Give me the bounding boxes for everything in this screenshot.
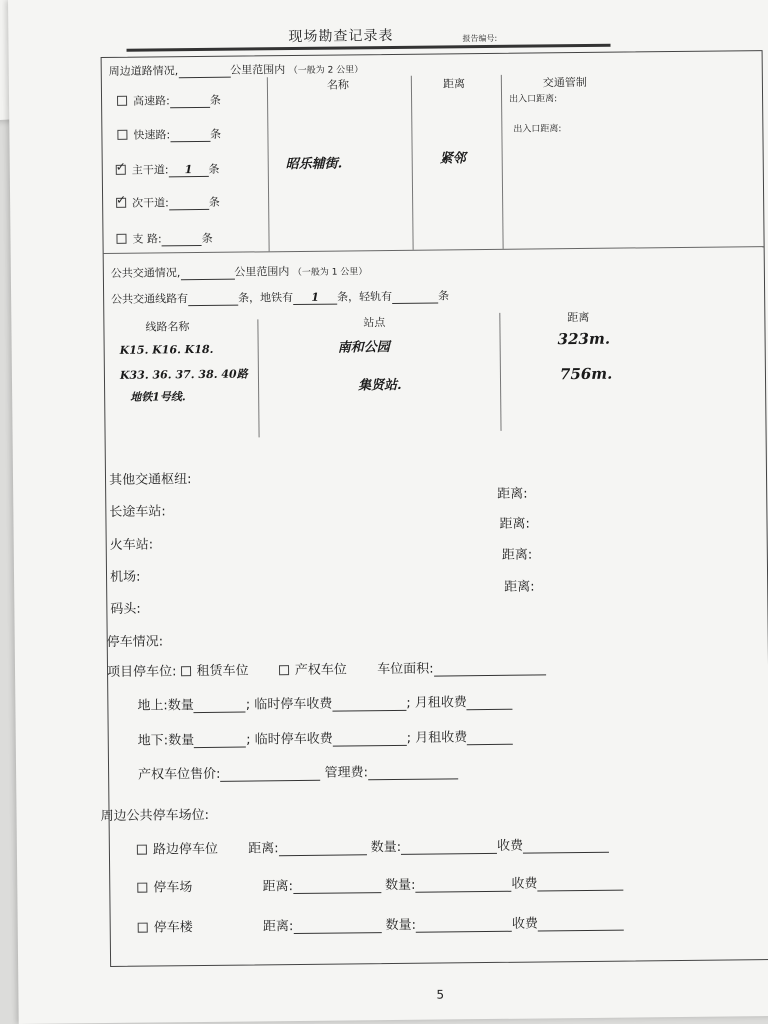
road-name-handwritten: 昭乐辅街. — [285, 156, 343, 173]
check-mark-icon: ✓ — [115, 159, 126, 174]
parking-lot-checkbox[interactable] — [137, 883, 147, 893]
space-sale-row: 产权车位售价: 管理费: — [138, 760, 458, 782]
distance-handwritten-1: 323m. — [557, 329, 611, 349]
transit-col-distance: 距离 — [567, 310, 590, 325]
roads-col-distance: 距离 — [442, 77, 465, 91]
roads-heading: 周边道路情况, 公里范围内 （一般为 2 公里） — [108, 63, 364, 78]
hub-train-station: 火车站: — [109, 537, 154, 553]
branch-checkbox[interactable] — [116, 234, 126, 244]
distance-handwritten-2: 756m. — [559, 364, 613, 384]
route-handwritten-2: K33. 36. 37. 38. 40路 — [119, 367, 248, 382]
hub-airport: 机场: — [109, 569, 141, 585]
page-number: 5 — [436, 987, 445, 1002]
roads-col-traffic: 交通管制 — [542, 75, 587, 90]
expressway-checkbox[interactable] — [117, 130, 127, 140]
report-number-label: 报告编号: — [462, 33, 498, 44]
parking-heading: 停车情况: — [106, 634, 164, 651]
underground-row: 地下:数量 ; 临时停车收费 ; 月租收费 — [138, 726, 514, 749]
public-parking-row-3: 停车楼 距离: 数量: 收费 — [138, 912, 624, 936]
rent-space-checkbox[interactable] — [181, 666, 191, 676]
road-type-expressway: 快速路: 条 — [117, 126, 221, 143]
roadside-parking-checkbox[interactable] — [137, 845, 147, 855]
above-ground-row: 地上:数量 ; 临时停车收费 ; 月租收费 — [137, 691, 513, 714]
hub-distance-1: 距离: — [497, 486, 528, 502]
public-parking-row-2: 停车场 距离: 数量: 收费 — [137, 872, 623, 896]
form-title: 现场勘查记录表 — [288, 27, 394, 46]
route-handwritten-3: 地铁1号线. — [130, 390, 186, 404]
roads-col-name: 名称 — [326, 78, 349, 92]
public-parking-row-1: 路边停车位 距离: 数量: 收费 — [137, 834, 609, 858]
project-parking-row: 项目停车位: 租赁车位 产权车位 车位面积: — [107, 656, 546, 680]
parking-garage-checkbox[interactable] — [138, 923, 148, 933]
road-type-secondary: ✓ 次干道: 条 — [116, 192, 220, 210]
road-distance-handwritten: 紧邻 — [439, 151, 466, 167]
station-handwritten-1: 南和公园 — [337, 340, 390, 356]
station-handwritten-2: 集贤站. — [357, 377, 402, 394]
hub-dock: 码头: — [110, 601, 141, 617]
road-type-highway: 高速路: 条 — [117, 92, 221, 109]
hub-distance-4: 距离: — [504, 579, 535, 595]
hub-bus-station: 长途车站: — [109, 504, 166, 520]
traffic-exit-distance-1: 出入口距离: — [509, 94, 558, 105]
secondary-checkbox[interactable] — [116, 192, 127, 208]
form-frame — [101, 50, 768, 967]
transit-counts-line: 公共交通线路有 条，地铁有 1 条，轻轨有 条 — [111, 289, 450, 306]
road-type-arterial: ✓ 主干道: 1 条 — [115, 159, 220, 177]
public-parking-heading: 周边公共停车场位: — [100, 807, 210, 825]
check-mark-icon: ✓ — [116, 192, 127, 207]
road-type-branch: 支 路: 条 — [116, 230, 212, 247]
traffic-exit-distance-2: 出入口距离: — [513, 124, 562, 135]
transit-heading: 公共交通情况, 公里范围内 （一般为 1 公里） — [110, 265, 368, 280]
hub-distance-2: 距离: — [499, 516, 530, 532]
transit-col-route: 线路名称 — [145, 320, 190, 334]
highway-checkbox[interactable] — [117, 96, 127, 106]
survey-form-page — [8, 0, 768, 1024]
hubs-heading: 其他交通枢纽: — [108, 472, 192, 488]
route-handwritten-1: K15. K16. K18. — [119, 342, 214, 357]
arterial-checkbox[interactable] — [115, 159, 126, 175]
hub-distance-3: 距离: — [501, 547, 533, 563]
owned-space-checkbox[interactable] — [279, 665, 289, 675]
transit-col-station: 站点 — [363, 316, 386, 330]
